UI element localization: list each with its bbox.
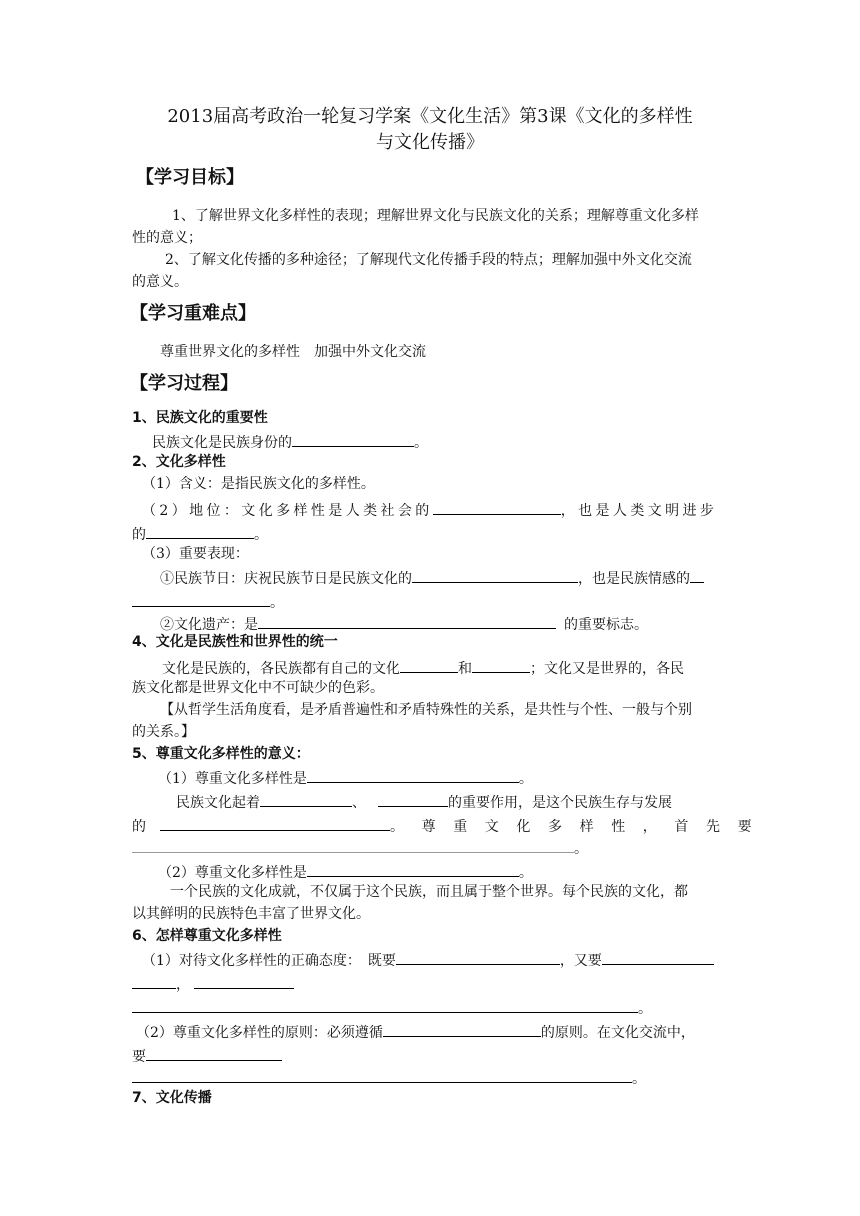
section-5-title: 5、尊重文化多样性的意义：: [132, 746, 310, 762]
goals-item-1b: 性的意义；: [132, 230, 202, 246]
fill-blank[interactable]: [132, 836, 574, 853]
fill-blank[interactable]: [132, 590, 270, 607]
fill-blank[interactable]: [412, 566, 578, 583]
fill-blank[interactable]: [132, 996, 638, 1013]
section-7-title: 7、文化传播: [132, 1090, 212, 1106]
fill-blank[interactable]: [260, 790, 352, 807]
section-1-text: 民族文化是民族身份的 。: [152, 430, 428, 453]
section-2-title: 2、文化多样性: [132, 454, 226, 470]
section-4-text-a: 文化是民族的，各民族都有自己的文化 和 ；文化又是世界的，各民: [162, 656, 684, 679]
doc-title-line1: 2013届高考政治一轮复习学案《文化生活》第3课《文化的多样性: [167, 106, 693, 127]
section-5-item-1a: 民族文化起着 、 的重要作用，是这个民族生存与发展: [176, 790, 672, 813]
fill-blank[interactable]: [396, 948, 560, 965]
fill-blank[interactable]: [433, 498, 561, 515]
section-2-item-2: （2）地位：文化多样性是人类社会的 ，也是人类文明进步: [142, 498, 732, 521]
fill-blank[interactable]: [194, 972, 294, 989]
fill-blank[interactable]: [472, 656, 530, 673]
section-6-item-2-cont2: 。: [132, 1066, 646, 1089]
fill-blank[interactable]: [132, 972, 176, 989]
fill-blank[interactable]: [307, 766, 519, 783]
section-5-item-2: （2）尊重文化多样性是 。: [158, 860, 533, 883]
process-heading: 【学习过程】: [130, 373, 238, 394]
fill-blank[interactable]: [383, 1020, 541, 1037]
fill-blank[interactable]: [378, 790, 448, 807]
section-4-text-b: 族文化都是世界文化中不可缺少的色彩。: [132, 680, 384, 696]
goals-item-1a: 1、了解世界文化多样性的表现；理解世界文化与民族文化的关系；理解尊重文化多样: [172, 208, 699, 224]
section-6-item-1: （1）对待文化多样性的正确态度： 既要 ，又要: [142, 948, 714, 971]
section-4-note-b: 的关系。】: [132, 724, 195, 740]
fill-blank[interactable]: [132, 1066, 632, 1083]
fill-blank[interactable]: [690, 566, 704, 583]
section-4-note-a: 【从哲学生活角度看，是矛盾普遍性和矛盾特殊性的关系，是共性与个性、一般与个别: [160, 702, 692, 718]
doc-title-line2: 与文化传播》: [376, 132, 484, 153]
section-6-item-1-cont: ，: [132, 972, 294, 995]
fill-blank[interactable]: [307, 860, 519, 877]
fill-blank[interactable]: [400, 656, 458, 673]
section-6-title: 6、怎样尊重文化多样性: [132, 928, 282, 944]
goals-heading: 【学习目标】: [136, 167, 244, 188]
section-5-item-1b: 的 。尊重文化多样性，首先要: [132, 814, 732, 837]
keypoints-text: 尊重世界文化的多样性 加强中外文化交流: [160, 344, 426, 360]
section-2-item-3b: ②文化遗产：是 的重要标志。: [160, 612, 648, 635]
section-6-item-1-cont2: 。: [132, 996, 652, 1019]
section-5-item-1c: 。: [132, 836, 588, 859]
section-2-item-1: （1）含义：是指民族文化的多样性。: [142, 476, 375, 492]
section-2-item-3a-cont: 。: [132, 590, 284, 613]
goals-item-2b: 的意义。: [132, 274, 188, 290]
section-5-item-2a: 一个民族的文化成就，不仅属于这个民族，而且属于整个世界。每个民族的文化，都: [170, 884, 688, 900]
section-1-title: 1、民族文化的重要性: [132, 410, 268, 426]
keypoints-heading: 【学习重难点】: [130, 303, 256, 324]
fill-blank[interactable]: [160, 814, 390, 831]
fill-blank[interactable]: [146, 1044, 282, 1061]
section-5-item-2b: 以其鲜明的民族特色丰富了世界文化。: [132, 906, 370, 922]
fill-blank[interactable]: [258, 612, 556, 629]
section-6-item-2-cont: 要: [132, 1044, 282, 1067]
section-4-title: 4、文化是民族性和世界性的统一: [132, 634, 338, 650]
goals-item-2a: 2、了解文化传播的多种途径；了解现代文化传播手段的特点；理解加强中外文化交流: [165, 252, 692, 268]
section-2-item-3a: ①民族节日：庆祝民族节日是民族文化的 ，也是民族情感的: [160, 566, 704, 589]
fill-blank[interactable]: [602, 948, 714, 965]
section-6-item-2: （2）尊重文化多样性的原则：必须遵循 的原则。在文化交流中，: [136, 1020, 695, 1043]
section-2-item-2-cont: 的 。: [132, 522, 268, 545]
section-5-item-1: （1）尊重文化多样性是 。: [158, 766, 533, 789]
section-2-item-3: （3）重要表现：: [142, 546, 249, 562]
fill-blank[interactable]: [292, 430, 414, 447]
fill-blank[interactable]: [146, 522, 254, 539]
